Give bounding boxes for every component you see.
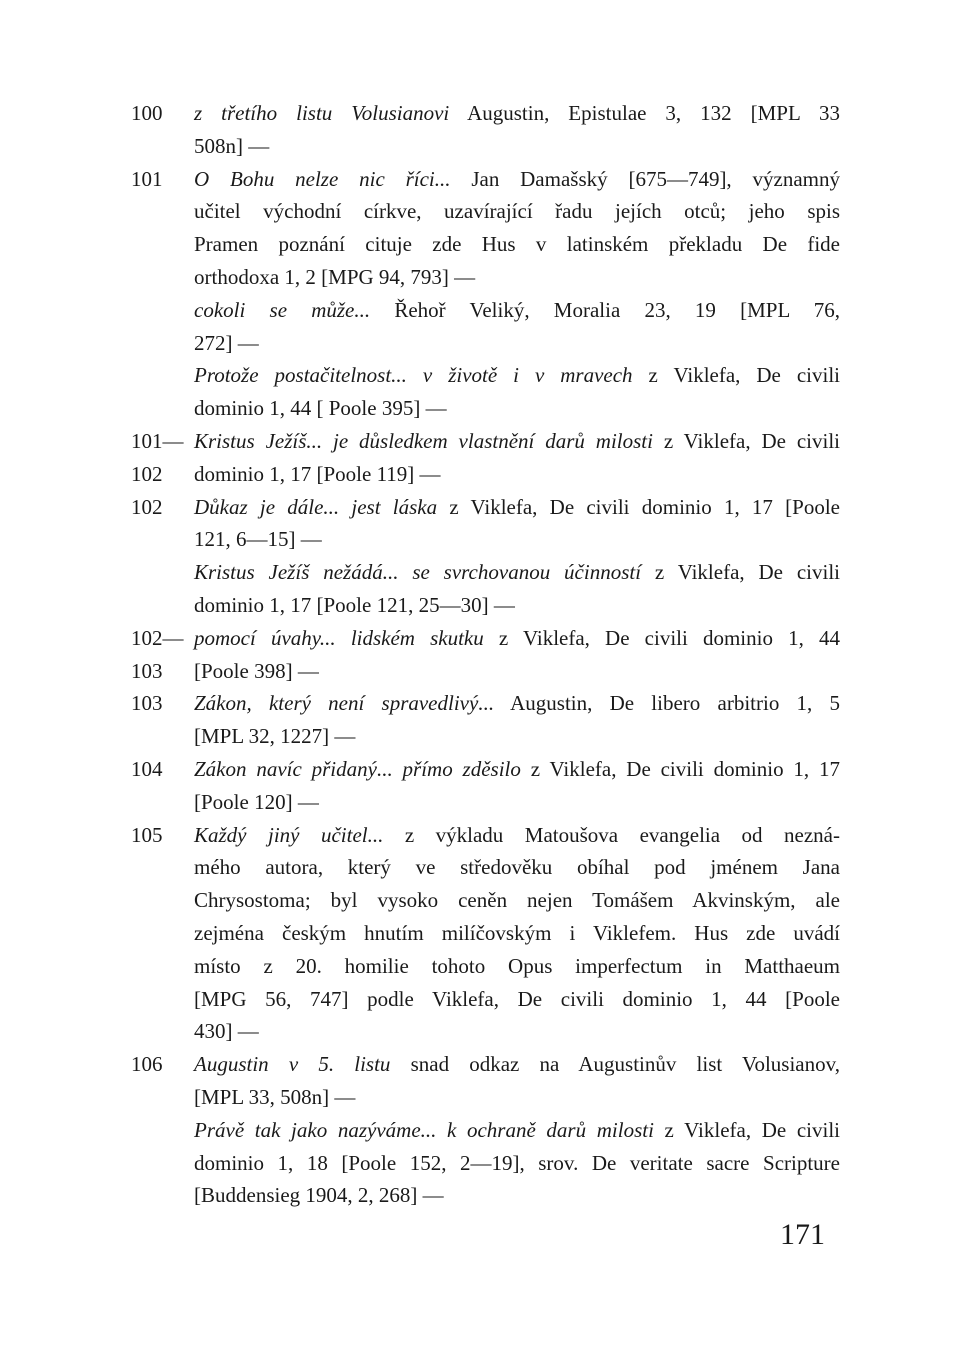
note-text (194, 327, 840, 360)
line-reference-number: 103 (131, 658, 163, 683)
note-text (194, 359, 840, 392)
note-text (194, 917, 840, 950)
note-text (194, 491, 840, 524)
note-source: mého autora, který ve středověku obíhal pod jménem Jana (194, 855, 840, 880)
note-source: učitel východní církve, uzavírající řadu jejích otců; jeho spis (194, 199, 840, 224)
note-line (0, 261, 960, 294)
note-text (194, 786, 840, 819)
note-source: 430] — (194, 1019, 259, 1044)
note-line (0, 491, 960, 524)
note-line (0, 917, 960, 950)
cited-phrase: z třetího listu Volusianovi (194, 101, 450, 125)
note-source: zejména českým hnutím milíčovským i Viklefem. Hus zde uvádí (194, 921, 840, 945)
line-reference-number: 101— (131, 429, 184, 453)
cited-phrase: Augustin v 5. listu (194, 1052, 391, 1077)
cited-phrase: Právě tak jako nazýváme... k ochraně darů milosti (194, 1117, 654, 1142)
note-source: 121, 6—15] — (194, 527, 322, 552)
line-reference-number: 102 (131, 494, 163, 519)
cited-phrase: O Bohu nelze nic říci... (194, 166, 451, 191)
note-line (0, 556, 960, 589)
cited-phrase: Zákon, který není spravedlivý... (194, 691, 495, 716)
note-source: [MPL 32, 1227] — (194, 724, 356, 749)
line-reference-number: 102 (131, 461, 163, 486)
note-text (194, 294, 840, 327)
cited-phrase: Kristus Ježíš nežádá... se svrchovanou účinností (194, 560, 642, 585)
note-source: místo z 20. homilie tohoto Opus imperfectum in Matthaeum (194, 953, 840, 978)
note-text (194, 687, 840, 720)
cited-phrase: Kristus Ježíš... je důsledkem vlastnění darů milosti (194, 429, 653, 453)
note-line (0, 884, 960, 917)
note-text (194, 983, 840, 1016)
note-source: z Viklefa, De civili (632, 363, 841, 388)
note-line (0, 851, 960, 884)
line-reference-number: 102— (131, 625, 184, 650)
note-source: 508n] — (194, 133, 270, 158)
note-line (0, 1015, 960, 1048)
note-source: [Poole 120] — (194, 789, 319, 814)
note-line (0, 1048, 960, 1081)
note-text (194, 851, 840, 884)
note-line (0, 1081, 960, 1114)
note-text (194, 884, 840, 917)
note-line (0, 1147, 960, 1180)
note-line (0, 983, 960, 1016)
page-number: 171 (780, 1218, 825, 1251)
note-source: Chrysostoma; byl vysoko ceněn nejen Tomášem Akvinským, ale (194, 888, 840, 913)
note-text (194, 425, 840, 458)
note-source: dominio 1, 44 [ Poole 395] — (194, 396, 447, 421)
note-source: Augustin, De libero arbitrio 1, 5 (494, 691, 840, 716)
note-source: z Viklefa, De civili dominio 1, 17 (520, 757, 840, 781)
note-text (194, 130, 840, 163)
cited-phrase: cokoli se může... (194, 297, 371, 322)
note-line (0, 753, 960, 786)
note-text (194, 1048, 840, 1081)
note-text (194, 720, 840, 753)
note-line (0, 523, 960, 556)
note-text (194, 589, 840, 622)
line-reference-number: 103 (131, 691, 163, 716)
note-source: Řehoř Veliký, Moralia 23, 19 [MPL 76, (370, 297, 840, 322)
note-source: Pramen poznání cituje zde Hus v latinském překladu De fide (194, 232, 840, 257)
note-line (0, 359, 960, 392)
note-text (194, 622, 840, 655)
note-text (194, 228, 840, 261)
note-source: snad odkaz na Augustinův list Volusianov, (390, 1052, 840, 1077)
note-source: Augustin, Epistulae 3, 132 [MPL 33 (449, 101, 840, 125)
note-text (194, 753, 840, 786)
note-text (194, 523, 840, 556)
note-line (0, 130, 960, 163)
note-source: z Viklefa, De civili (653, 1117, 840, 1142)
line-reference-number: 101 (131, 166, 163, 191)
note-text (194, 819, 840, 852)
note-text (194, 1015, 840, 1048)
note-text (194, 392, 840, 425)
note-line (0, 228, 960, 261)
note-source: dominio 1, 17 [Poole 121, 25—30] — (194, 593, 515, 617)
note-line (0, 655, 960, 688)
line-reference-number: 100 (131, 101, 163, 125)
note-source: dominio 1, 18 [Poole 152, 2—19], srov. De veritate sacre Scripture (194, 1150, 840, 1175)
note-text (194, 1179, 840, 1212)
line-reference-number: 104 (131, 757, 163, 781)
note-line (0, 720, 960, 753)
note-line (0, 294, 960, 327)
note-text (194, 655, 840, 688)
note-text (194, 261, 840, 294)
cited-phrase: Zákon navíc přidaný... přímo zděsilo (194, 757, 521, 781)
note-text (194, 1147, 840, 1180)
note-source: Jan Damašský [675—749], významný (450, 166, 840, 191)
note-source: [MPL 33, 508n] — (194, 1085, 356, 1109)
note-text (194, 195, 840, 228)
note-line (0, 950, 960, 983)
note-text (194, 950, 840, 983)
note-line (0, 819, 960, 852)
note-text (194, 1114, 840, 1147)
cited-phrase: Každý jiný učitel... (194, 822, 384, 847)
note-text (194, 163, 840, 196)
note-line (0, 687, 960, 720)
note-line (0, 97, 960, 130)
note-line (0, 327, 960, 360)
note-source: [MPG 56, 747] podle Viklefa, De civili dominio 1, 44 [Poole (194, 986, 840, 1011)
note-text (194, 556, 840, 589)
note-source: [Poole 398] — (194, 658, 319, 683)
note-source: 272] — (194, 330, 259, 355)
line-reference-number: 106 (131, 1052, 163, 1077)
note-source: z Viklefa, De civili (641, 560, 841, 585)
note-source: [Buddensieg 1904, 2, 268] — (194, 1183, 444, 1208)
note-text (194, 458, 840, 491)
note-source: orthodoxa 1, 2 [MPG 94, 793] — (194, 265, 476, 289)
note-text (194, 97, 840, 130)
note-source: z Viklefa, De civili (652, 429, 840, 453)
note-source: dominio 1, 17 [Poole 119] — (194, 461, 441, 486)
cited-phrase: Důkaz je dále... jest láska (194, 494, 438, 519)
note-source: z Viklefa, De civili dominio 1, 17 [Poole (437, 494, 840, 519)
note-line (0, 589, 960, 622)
line-reference-number: 105 (131, 822, 163, 847)
note-source: z výkladu Matoušova evangelia od nezná- (383, 822, 840, 847)
note-line (0, 622, 960, 655)
cited-phrase: Protože postačitelnost... v životě i v mravech (194, 363, 633, 388)
note-line (0, 786, 960, 819)
note-line (0, 1114, 960, 1147)
note-line (0, 163, 960, 196)
note-line (0, 195, 960, 228)
note-line (0, 392, 960, 425)
note-line (0, 425, 960, 458)
note-line (0, 458, 960, 491)
cited-phrase: pomocí úvahy... lidském skutku (194, 625, 484, 650)
note-line (0, 1179, 960, 1212)
note-source: z Viklefa, De civili dominio 1, 44 (483, 625, 840, 650)
note-text (194, 1081, 840, 1114)
